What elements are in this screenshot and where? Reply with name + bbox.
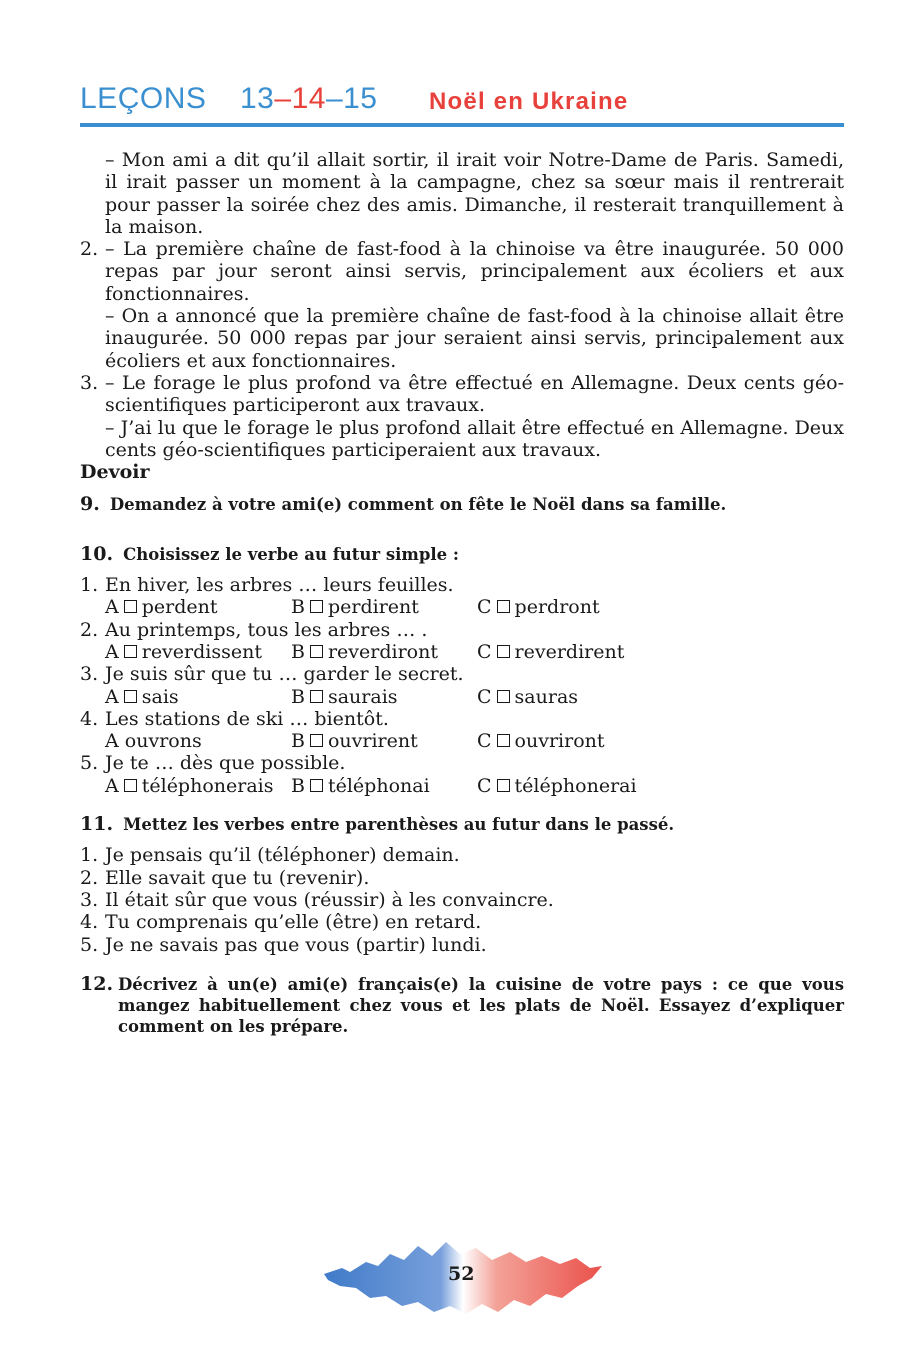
answer-option-a[interactable]	[105, 596, 291, 618]
option-text: ouvrons	[124, 730, 202, 753]
sentence-number: 5.	[80, 933, 99, 956]
answer-option-a[interactable]	[105, 686, 291, 708]
page-content	[80, 149, 844, 1037]
question-item	[80, 619, 844, 641]
option-letter: B	[291, 596, 305, 619]
checkbox[interactable]	[310, 779, 323, 792]
exercise-9	[80, 493, 844, 516]
option-letter: A	[105, 774, 119, 797]
answer-option-b[interactable]	[291, 686, 477, 708]
lesson-title: Noël en Ukraine	[429, 88, 629, 115]
checkbox[interactable]	[310, 690, 323, 703]
exercise-instruction: Décrivez à un(e) ami(e) français(e) la cuisine de votre pays : ce que vous mangez habituellement chez vous et les plats de Noël. Essayez d’expliquer comment on les prépare.	[118, 974, 844, 1036]
option-letter: B	[291, 640, 305, 663]
checkbox[interactable]	[124, 779, 137, 792]
option-letter: A	[105, 730, 119, 753]
checkbox[interactable]	[310, 600, 323, 613]
answer-option-c[interactable]	[477, 775, 663, 797]
question-number: 2.	[80, 618, 99, 641]
sentence-item	[80, 911, 844, 933]
checkbox[interactable]	[310, 734, 323, 747]
answer-options	[80, 641, 844, 663]
option-text: téléphonai	[327, 774, 430, 797]
option-letter: C	[477, 640, 492, 663]
header-rule	[80, 123, 844, 127]
option-text: perdirent	[327, 596, 419, 619]
option-letter: A	[105, 685, 119, 708]
option-text: perdront	[514, 596, 600, 619]
answer-options	[80, 686, 844, 708]
sentence-item	[80, 844, 844, 866]
exercise-10-questions	[80, 574, 844, 797]
answer-option-b[interactable]	[291, 730, 477, 752]
checkbox[interactable]	[497, 600, 510, 613]
option-text: saurais	[327, 685, 398, 708]
exercise-11	[80, 813, 844, 836]
answer-option-a[interactable]	[105, 775, 291, 797]
option-text: sais	[141, 685, 179, 708]
answer-option-b[interactable]	[291, 775, 477, 797]
checkbox[interactable]	[310, 645, 323, 658]
sentence-text: Je pensais qu’il (téléphoner) demain.	[105, 844, 460, 867]
sentence-number: 1.	[80, 844, 99, 867]
lesson-number-14: 14	[291, 82, 326, 115]
page-footer	[320, 1238, 605, 1318]
exercise-instruction: Mettez les verbes entre parenthèses au futur dans le passé.	[123, 815, 675, 835]
sentence-text: Je ne savais pas que vous (partir) lundi.	[105, 933, 487, 956]
lesson-dash: –	[325, 82, 344, 115]
option-text: ouvrirent	[327, 730, 418, 753]
sentence-text: Tu comprenais qu’elle (être) en retard.	[105, 911, 482, 934]
sentence-item	[80, 889, 844, 911]
exercise-number: 10.	[80, 542, 114, 565]
option-text: perdent	[141, 596, 218, 619]
answer-option-c[interactable]	[477, 596, 663, 618]
sentence-number: 4.	[80, 911, 99, 934]
answer-option-c[interactable]	[477, 641, 663, 663]
checkbox[interactable]	[124, 600, 137, 613]
exercise-11-sentences	[80, 844, 844, 955]
question-text: Je te … dès que possible.	[105, 752, 346, 775]
item-line: – La première chaîne de fast-food à la chinoise va être inaugurée. 50 000 repas par jour seront ainsi servis, principalement aux écoliers et aux fonctionnaires.	[105, 238, 844, 305]
page-number: 52	[448, 1263, 475, 1285]
checkbox[interactable]	[124, 690, 137, 703]
exercise-number: 11.	[80, 813, 114, 836]
item-line: – On a annoncé que la première chaîne de fast-food à la chinoise allait être inaugurée. 50 000 repas par jour seraient ainsi servis, principalement aux écoliers et aux fonctionnaires.	[105, 305, 844, 372]
question-text: Je suis sûr que tu … garder le secret.	[105, 663, 464, 686]
option-letter: B	[291, 730, 305, 753]
option-letter: C	[477, 774, 492, 797]
checkbox[interactable]	[497, 734, 510, 747]
question-item	[80, 574, 844, 596]
question-item	[80, 663, 844, 685]
option-text: reverdissent	[141, 640, 262, 663]
sentence-text: Elle savait que tu (revenir).	[105, 866, 370, 889]
option-text: ouvriront	[514, 730, 605, 753]
option-letter: B	[291, 685, 305, 708]
exercise-12	[80, 974, 844, 1037]
question-number: 5.	[80, 752, 99, 775]
checkbox[interactable]	[124, 645, 137, 658]
answer-option-c[interactable]	[477, 686, 663, 708]
lesson-number-15: 15	[343, 82, 378, 115]
intro-paragraph: – Mon ami a dit qu’il allait sortir, il irait voir Notre-Dame de Paris. Samedi, il irait passer un moment à la campagne, chez sa sœur mais il rentrerait pour passer la soirée chez des amis. Dimanche, il resterait tranquillement à la maison.	[105, 149, 844, 238]
question-text: Au printemps, tous les arbres … .	[105, 618, 428, 641]
page-header	[80, 82, 844, 124]
item-number: 2.	[80, 238, 99, 261]
sentence-item	[80, 934, 844, 956]
question-number: 3.	[80, 663, 99, 686]
lesson-dash: –	[274, 82, 292, 115]
list-item-2	[80, 238, 844, 372]
exercise-number: 12.	[80, 972, 114, 995]
lesson-number-13: 13	[240, 82, 275, 115]
sentence-item	[80, 867, 844, 889]
exercise-instruction: Demandez à votre ami(e) comment on fête le Noël dans sa famille.	[109, 495, 727, 515]
answer-option-c[interactable]	[477, 730, 663, 752]
option-letter: B	[291, 774, 305, 797]
answer-options	[80, 775, 844, 797]
option-letter: C	[477, 730, 492, 753]
question-item	[80, 752, 844, 774]
answer-options	[80, 596, 844, 618]
option-letter: C	[477, 596, 492, 619]
question-text: En hiver, les arbres … leurs feuilles.	[105, 574, 454, 597]
question-item	[80, 708, 844, 730]
option-letter: A	[105, 640, 119, 663]
exercise-instruction: Choisissez le verbe au futur simple :	[123, 544, 460, 564]
option-letter: C	[477, 685, 492, 708]
option-text: reverdiront	[327, 640, 438, 663]
option-text: téléphonerais	[141, 774, 274, 797]
option-text: téléphonerai	[514, 774, 637, 797]
question-number: 1.	[80, 574, 99, 597]
option-text: reverdirent	[514, 640, 625, 663]
item-number: 3.	[80, 371, 99, 394]
sentence-number: 2.	[80, 866, 99, 889]
sentence-text: Il était sûr que vous (réussir) à les convaincre.	[105, 888, 554, 911]
answer-option-b[interactable]	[291, 641, 477, 663]
question-text: Les stations de ski … bientôt.	[105, 707, 389, 730]
exercise-10	[80, 543, 844, 566]
section-heading-devoir: Devoir	[80, 461, 150, 484]
checkbox[interactable]	[497, 779, 510, 792]
lesson-numbers	[240, 82, 378, 116]
option-text: sauras	[514, 685, 579, 708]
answer-option-b[interactable]	[291, 596, 477, 618]
answer-options	[80, 730, 844, 752]
option-letter: A	[105, 596, 119, 619]
list-item-3	[80, 372, 844, 461]
answer-option-a[interactable]	[105, 641, 291, 663]
lessons-label: LEÇONS	[80, 82, 207, 115]
sentence-number: 3.	[80, 888, 99, 911]
checkbox[interactable]	[497, 645, 510, 658]
answer-option-a[interactable]	[105, 730, 291, 752]
checkbox[interactable]	[497, 690, 510, 703]
item-line: – Le forage le plus profond va être effectué en Allemagne. Deux cents géo-scientifiques participeront aux travaux.	[105, 371, 844, 417]
exercise-number: 9.	[80, 493, 100, 516]
item-line: – J’ai lu que le forage le plus profond allait être effectué en Allemagne. Deux cents géo-scientifiques participeraient aux travaux.	[105, 416, 844, 461]
question-number: 4.	[80, 707, 99, 730]
